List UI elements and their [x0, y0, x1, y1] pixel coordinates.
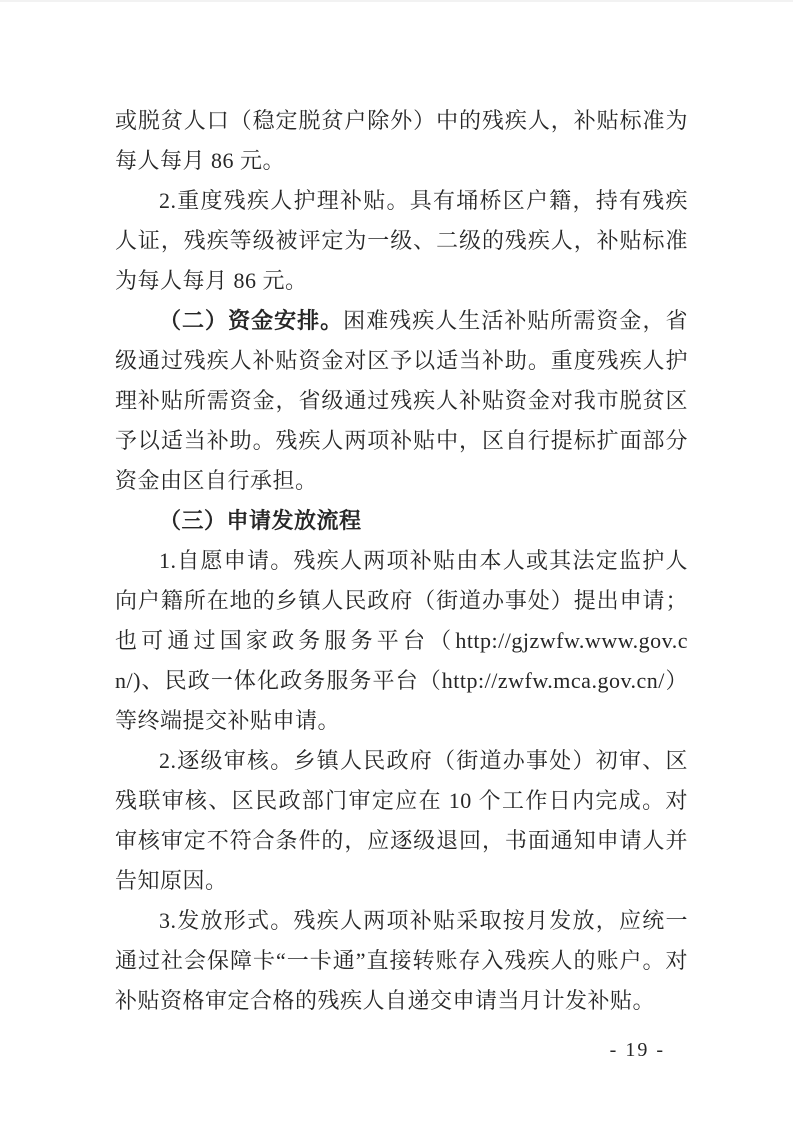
- paragraph: 1.自愿申请。残疾人两项补贴由本人或其法定监护人向户籍所在地的乡镇人民政府（街道办事处）提出申请；也可通过国家政务服务平台（http://gjzwfw.www.gov.cn/)、民政一体化政务服务平台（http://zwfw.mca.gov.cn/）等终端提交补贴申请。: [115, 548, 688, 733]
- paragraph: 3.发放形式。残疾人两项补贴采取按月发放，应统一通过社会保障卡“一卡通”直接转账存入残疾人的账户。对补贴资格审定合格的残疾人自递交申请当月计发补贴。: [115, 908, 688, 1013]
- paragraph: 2.重度残疾人护理补贴。具有埇桥区户籍，持有残疾人证，残疾等级被评定为一级、二级的残疾人，补贴标准为每人每月 86 元。: [115, 188, 688, 293]
- page-number: - 19 -: [609, 1039, 665, 1061]
- paragraph: 或脱贫人口（稳定脱贫户除外）中的残疾人，补贴标准为每人每月 86 元。: [115, 108, 688, 173]
- paragraph: 2.逐级审核。乡镇人民政府（街道办事处）初审、区残联审核、区民政部门审定应在 10 个工作日内完成。对审核审定不符合条件的，应逐级退回，书面通知申请人并告知原因。: [115, 748, 688, 893]
- section-heading: （三）申请发放流程: [159, 508, 362, 533]
- document-body: [115, 101, 688, 1021]
- section-heading: （二）资金安排。: [159, 308, 344, 333]
- paragraph: （二）资金安排。困难残疾人生活补贴所需资金，省级通过残疾人补贴资金对区予以适当补助。重度残疾人护理补贴所需资金，省级通过残疾人补贴资金对我市脱贫区予以适当补助。残疾人两项补贴中，区自行提标扩面部分资金由区自行承担。: [115, 308, 688, 493]
- paragraph: [115, 501, 688, 541]
